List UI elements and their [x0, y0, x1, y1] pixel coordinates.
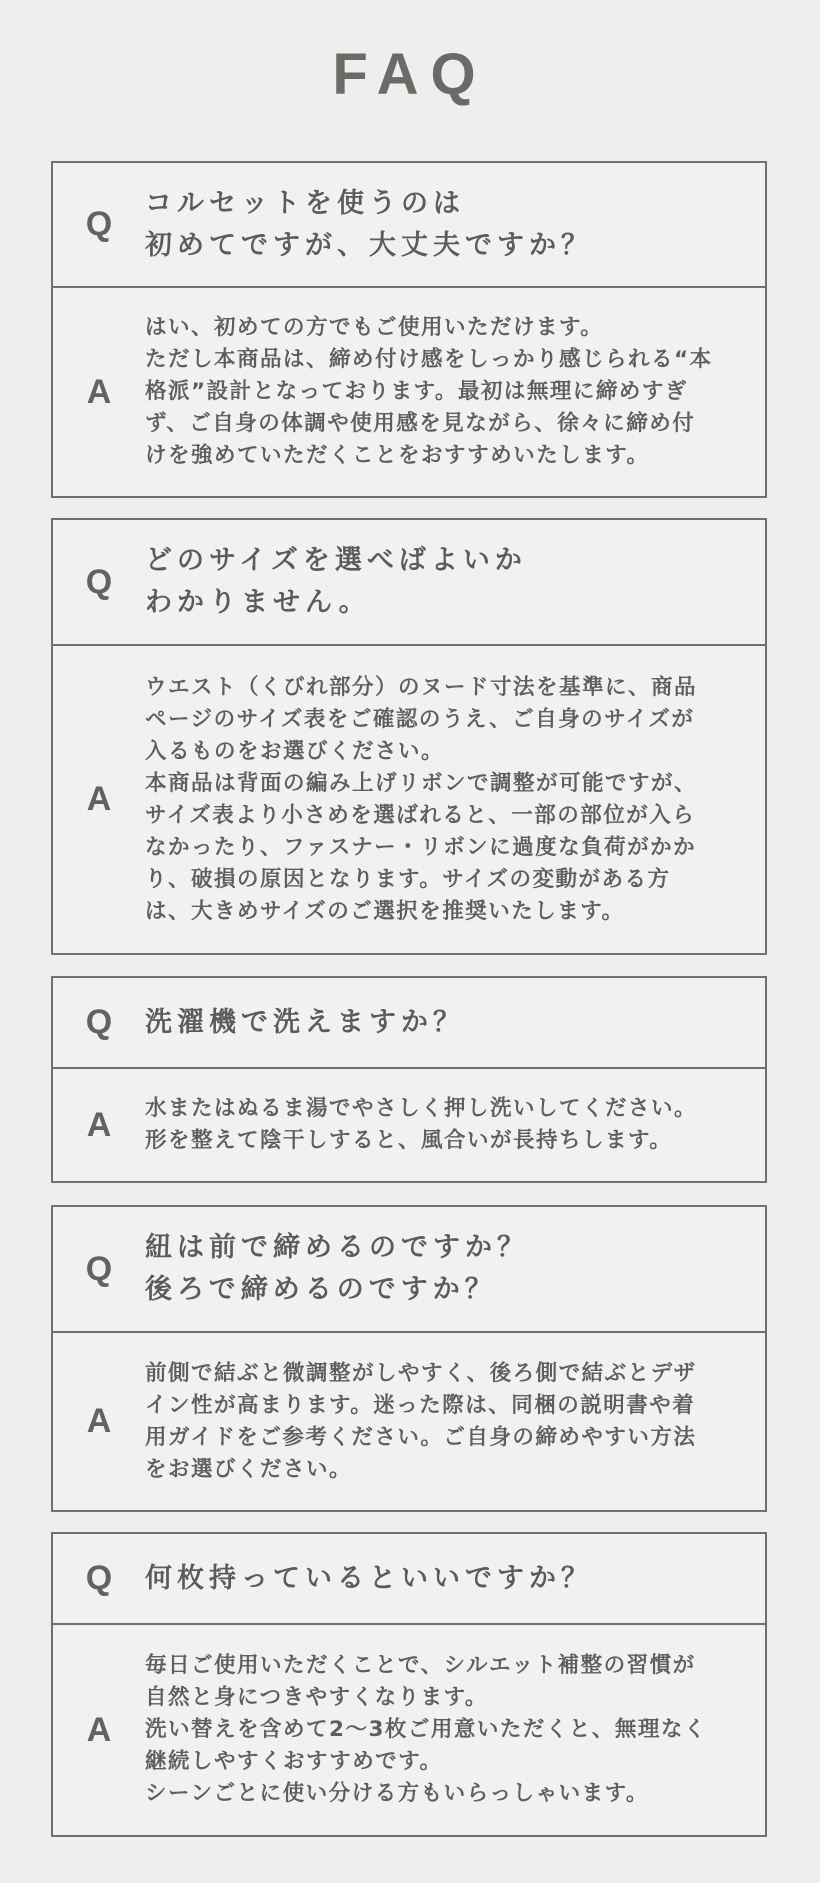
question-marker: Q: [85, 205, 113, 243]
question-marker: Q: [85, 562, 113, 601]
question-text: コルセットを使うのは 初めてですが、大丈夫ですか？: [145, 187, 593, 261]
answer-marker: A: [86, 1402, 112, 1440]
answer-text: ウエスト（くびれ部分）のヌード寸法を基準に、商品 ページのサイズ表をご確認のうえ、ご自身のサイズが 入るものをお選びください。 本商品は背面の編み上げリボンで調整が可能ですが、 サイズ表より小さめを選ばれると、一部の部位が入ら なかったり、ファスナー・リボンに過度な負荷がかか り、破損の原因となります。サイズの変動がある方 は、大きめサイズのご選択を推奨いたします。: [145, 674, 698, 924]
answer-marker: A: [86, 1105, 112, 1144]
faq-item-4: [51, 1205, 767, 1512]
answer-marker: A: [86, 780, 112, 818]
question-text: 何枚持っているといいですか？: [145, 1562, 593, 1594]
faq-item-2: [51, 518, 767, 955]
answer-row: [53, 1333, 765, 1510]
question-marker: Q: [85, 1003, 113, 1041]
faq-item-1: [51, 161, 767, 498]
question-text: 洗濯機で洗えますか？: [145, 1006, 465, 1038]
answer-row: [53, 1069, 765, 1181]
question-text: 紐は前で締めるのですか？ 後ろで締めるのですか？: [145, 1232, 529, 1305]
answer-marker: A: [86, 1710, 112, 1749]
answer-row: [53, 1625, 765, 1835]
question-marker: Q: [85, 1249, 113, 1288]
question-marker: Q: [85, 1559, 113, 1597]
page-title: FAQ: [332, 42, 488, 107]
question-text: どのサイズを選べばよいか わかりません。: [145, 545, 527, 618]
answer-text: 毎日ご使用いただくことで、シルエット補整の習慣が 自然と身につきやすくなります。 洗い替えを含めて2〜3枚ご用意いただくと、無理なく 継続しやすくおすすめです。 シーンごとに使い分ける方もいらっしゃいます。: [145, 1653, 707, 1806]
faq-item-5: [51, 1532, 767, 1837]
answer-row: [53, 288, 765, 496]
question-row: [53, 978, 765, 1069]
answer-text: はい、初めての方でもご使用いただけます。 ただし本商品は、締め付け感をしっかり感じられる“本 格派”設計となっております。最初は無理に締めすぎ ず、ご自身の体調や使用感を見ながら、徐々に締め付 けを強めていただくことをおすすめいたします。: [145, 315, 713, 468]
question-row: [53, 1207, 765, 1333]
answer-row: [53, 646, 765, 953]
question-row: [53, 163, 765, 288]
answer-text: 前側で結ぶと微調整がしやすく、後ろ側で結ぶとデザ イン性が高まります。迷った際は、同梱の説明書や着 用ガイドをご参考ください。ご自身の締めやすい方法 をお選びください。: [145, 1360, 697, 1482]
answer-marker: A: [86, 372, 112, 411]
question-row: [53, 520, 765, 646]
question-row: [53, 1534, 765, 1625]
faq-item-3: [51, 976, 767, 1183]
answer-text: 水またはぬるま湯でやさしく押し洗いしてください。 形を整えて陰干しすると、風合いが長持ちします。: [145, 1096, 698, 1153]
